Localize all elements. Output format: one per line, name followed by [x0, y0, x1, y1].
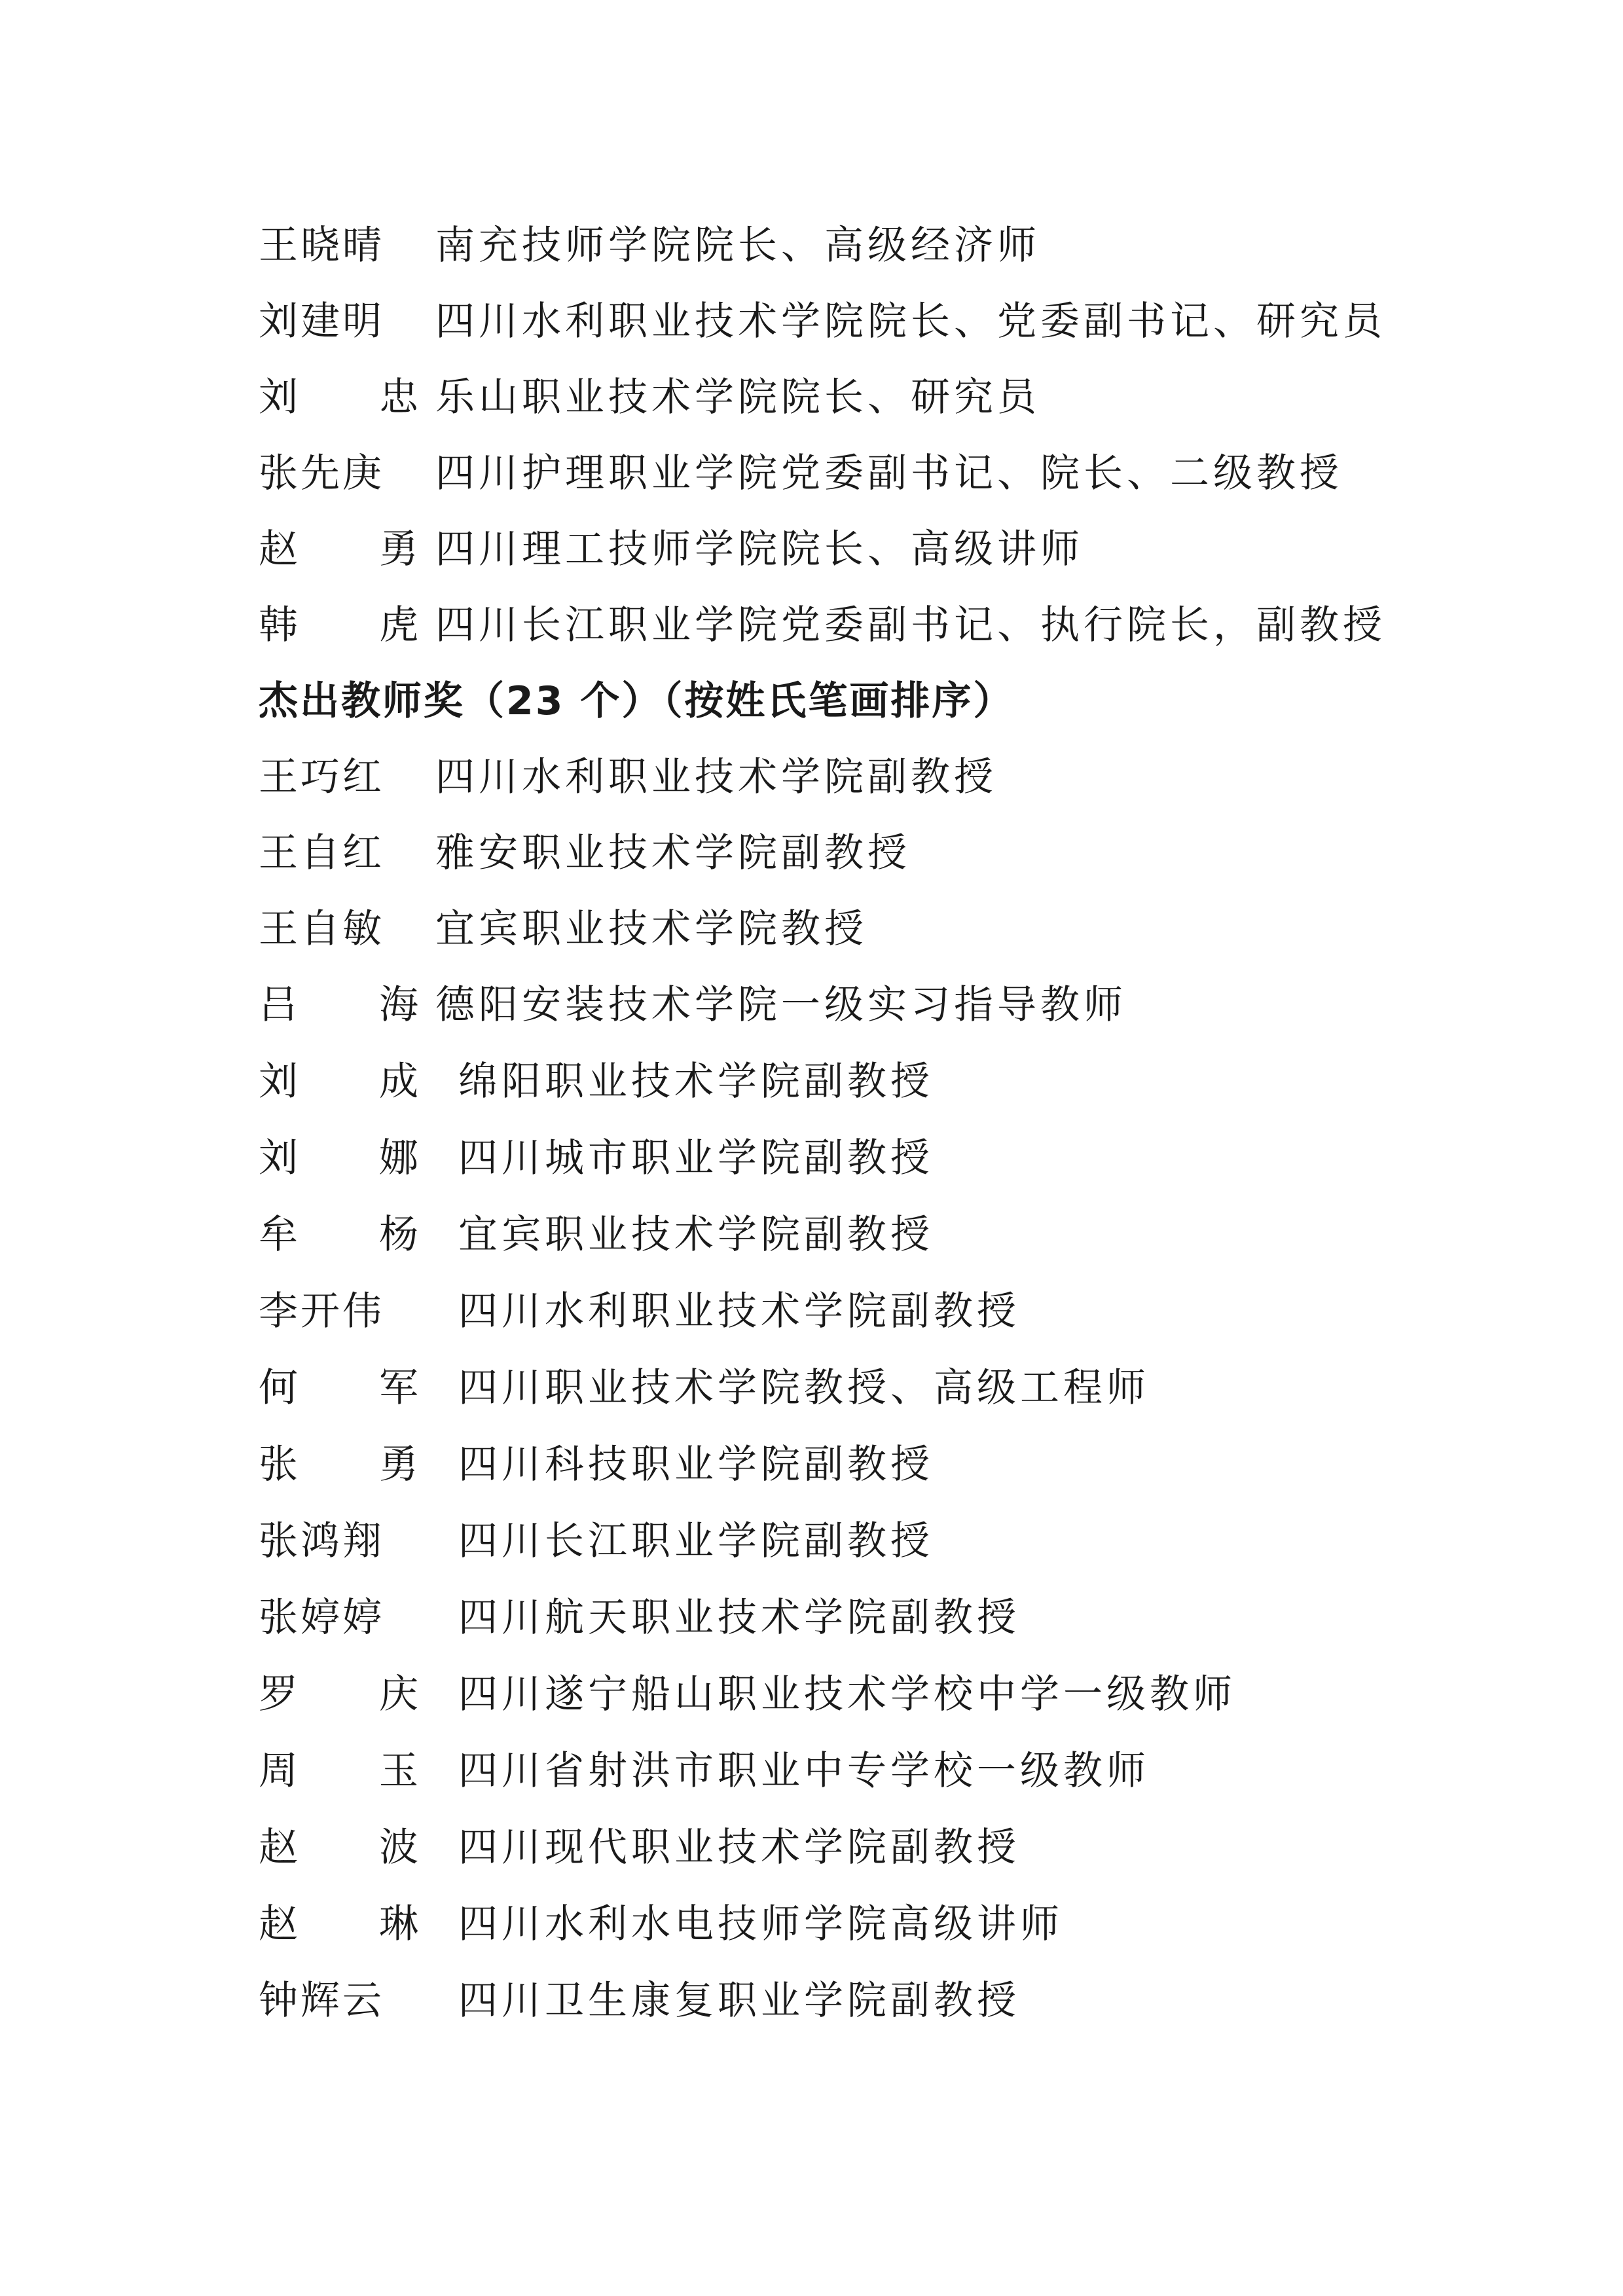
person-title: 四川长江职业学院党委副书记、执行院长，副教授 — [435, 602, 1386, 648]
person-name: 李开伟 — [259, 1288, 384, 1334]
person-title: 四川理工技师学院院长、高级讲师 — [435, 526, 1084, 572]
person-name: 罗庆 — [259, 1671, 500, 1717]
person-name: 吕海 — [259, 982, 500, 1028]
person-title: 四川航天职业技术学院副教授 — [458, 1595, 1020, 1641]
person-name: 刘建明 — [259, 299, 384, 344]
section-heading: 杰出教师奖（23 个）（按姓氏笔画排序） — [259, 678, 1015, 724]
person-title: 四川长江职业学院副教授 — [458, 1518, 934, 1564]
person-title: 四川水利水电技师学院高级讲师 — [458, 1901, 1063, 1947]
person-name: 周玉 — [259, 1748, 500, 1794]
person-title: 四川现代职业技术学院副教授 — [458, 1825, 1020, 1870]
person-title: 四川水利职业技术学院院长、党委副书记、研究员 — [435, 299, 1386, 344]
person-name: 张勇 — [259, 1442, 500, 1487]
person-title: 南充技师学院院长、高级经济师 — [435, 223, 1040, 268]
person-title: 四川卫生康复职业学院副教授 — [458, 1978, 1020, 2024]
person-title: 四川省射洪市职业中专学校一级教师 — [458, 1748, 1150, 1794]
person-name: 赵勇 — [259, 526, 500, 572]
person-name: 张先庚 — [259, 450, 384, 496]
person-title: 乐山职业技术学院院长、研究员 — [435, 374, 1040, 420]
person-name: 牟杨 — [259, 1212, 500, 1258]
person-title: 四川职业技术学院教授、高级工程师 — [458, 1365, 1150, 1411]
person-name: 王自红 — [259, 830, 384, 876]
person-title: 宜宾职业技术学院副教授 — [458, 1212, 934, 1258]
person-name: 王巧红 — [259, 754, 384, 800]
person-title: 雅安职业技术学院副教授 — [435, 830, 911, 876]
person-title: 四川城市职业学院副教授 — [458, 1135, 934, 1181]
person-name: 张鸿翔 — [259, 1518, 384, 1564]
person-name: 何军 — [259, 1365, 500, 1411]
person-name: 赵琳 — [259, 1901, 500, 1947]
person-title: 四川护理职业学院党委副书记、院长、二级教授 — [435, 450, 1343, 496]
person-name: 刘成 — [259, 1059, 500, 1104]
person-name: 赵波 — [259, 1825, 500, 1870]
person-title: 四川水利职业技术学院副教授 — [435, 754, 997, 800]
person-name: 刘忠 — [259, 374, 500, 420]
person-name: 张婷婷 — [259, 1595, 384, 1641]
person-title: 宜宾职业技术学院教授 — [435, 906, 867, 952]
person-title: 德阳安装技术学院一级实习指导教师 — [435, 982, 1127, 1028]
person-name: 韩虎 — [259, 602, 500, 648]
person-title: 绵阳职业技术学院副教授 — [458, 1059, 934, 1104]
person-name: 王自敏 — [259, 906, 384, 952]
person-title: 四川遂宁船山职业技术学校中学一级教师 — [458, 1671, 1236, 1717]
person-name: 刘娜 — [259, 1135, 500, 1181]
person-title: 四川科技职业学院副教授 — [458, 1442, 934, 1487]
person-title: 四川水利职业技术学院副教授 — [458, 1288, 1020, 1334]
person-name: 钟辉云 — [259, 1978, 384, 2024]
person-name: 王晓晴 — [259, 223, 384, 268]
